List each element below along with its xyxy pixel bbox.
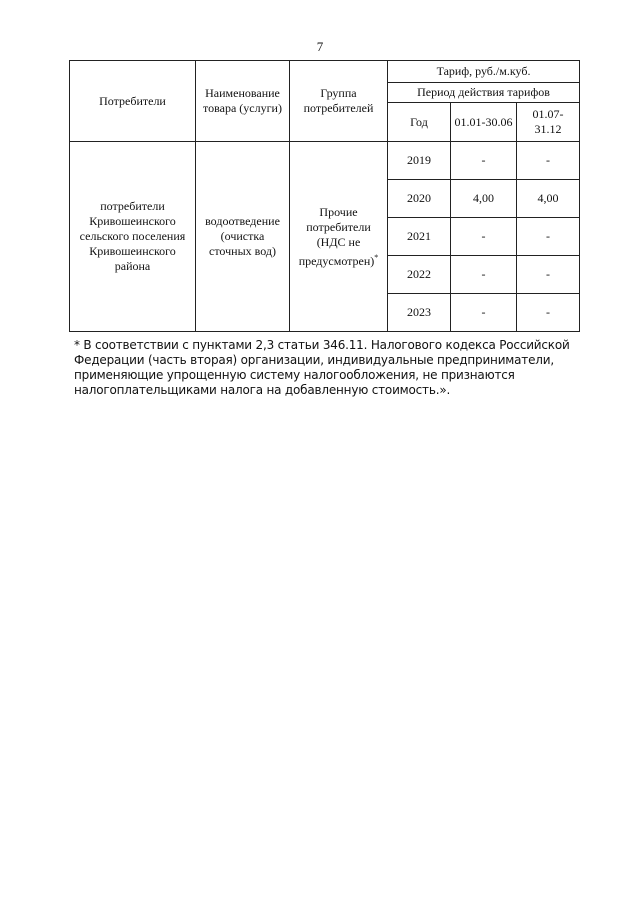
header-year: Год: [388, 103, 451, 142]
cell-tariff-period-2: -: [517, 218, 580, 256]
cell-group: [290, 142, 388, 332]
footnote: [74, 338, 574, 398]
tariff-table: [69, 60, 580, 332]
cell-tariff-period-1: -: [451, 256, 517, 294]
header-period: Период действия тарифов: [388, 83, 580, 103]
cell-tariff-period-1: -: [451, 218, 517, 256]
page-number: 7: [316, 39, 324, 54]
cell-tariff-period-2: -: [517, 142, 580, 180]
footnote-line: налогоплательщиками налога на добавленную стоимость.».: [74, 383, 451, 397]
group-text: Прочие потребители (НДС не предусмотрен): [298, 204, 375, 268]
header-product: Наименование товара (услуги): [196, 61, 290, 142]
footnote-mark: *: [374, 252, 379, 262]
footnote-line: Федерации (часть вторая) организации, индивидуальные предприниматели,: [74, 353, 554, 367]
cell-tariff-period-1: -: [451, 294, 517, 332]
cell-product: водоотведение (очистка сточных вод): [196, 142, 290, 332]
header-tariff: Тариф, руб./м.куб.: [388, 61, 580, 83]
cell-year: 2020: [388, 180, 451, 218]
cell-year: 2022: [388, 256, 451, 294]
cell-consumers: потребители Кривошеинского сельского поселения Кривошеинского района: [70, 142, 196, 332]
cell-tariff-period-1: 4,00: [451, 180, 517, 218]
cell-tariff-period-2: -: [517, 294, 580, 332]
footnote-line: применяющие упрощенную систему налогообложения, не признаются: [74, 368, 515, 382]
header-period-1: 01.01-30.06: [451, 103, 517, 142]
cell-year: 2019: [388, 142, 451, 180]
cell-tariff-period-2: 4,00: [517, 180, 580, 218]
footnote-line: * В соответствии с пунктами 2,3 статьи 346.11. Налогового кодекса Российской: [74, 338, 570, 352]
cell-tariff-period-1: -: [451, 142, 517, 180]
header-period-2: 01.07-31.12: [517, 103, 580, 142]
table-row: [70, 142, 580, 180]
header-consumers: Потребители: [70, 61, 196, 142]
cell-tariff-period-2: -: [517, 256, 580, 294]
header-group: Группа потребителей: [290, 61, 388, 142]
cell-year: 2023: [388, 294, 451, 332]
cell-year: 2021: [388, 218, 451, 256]
